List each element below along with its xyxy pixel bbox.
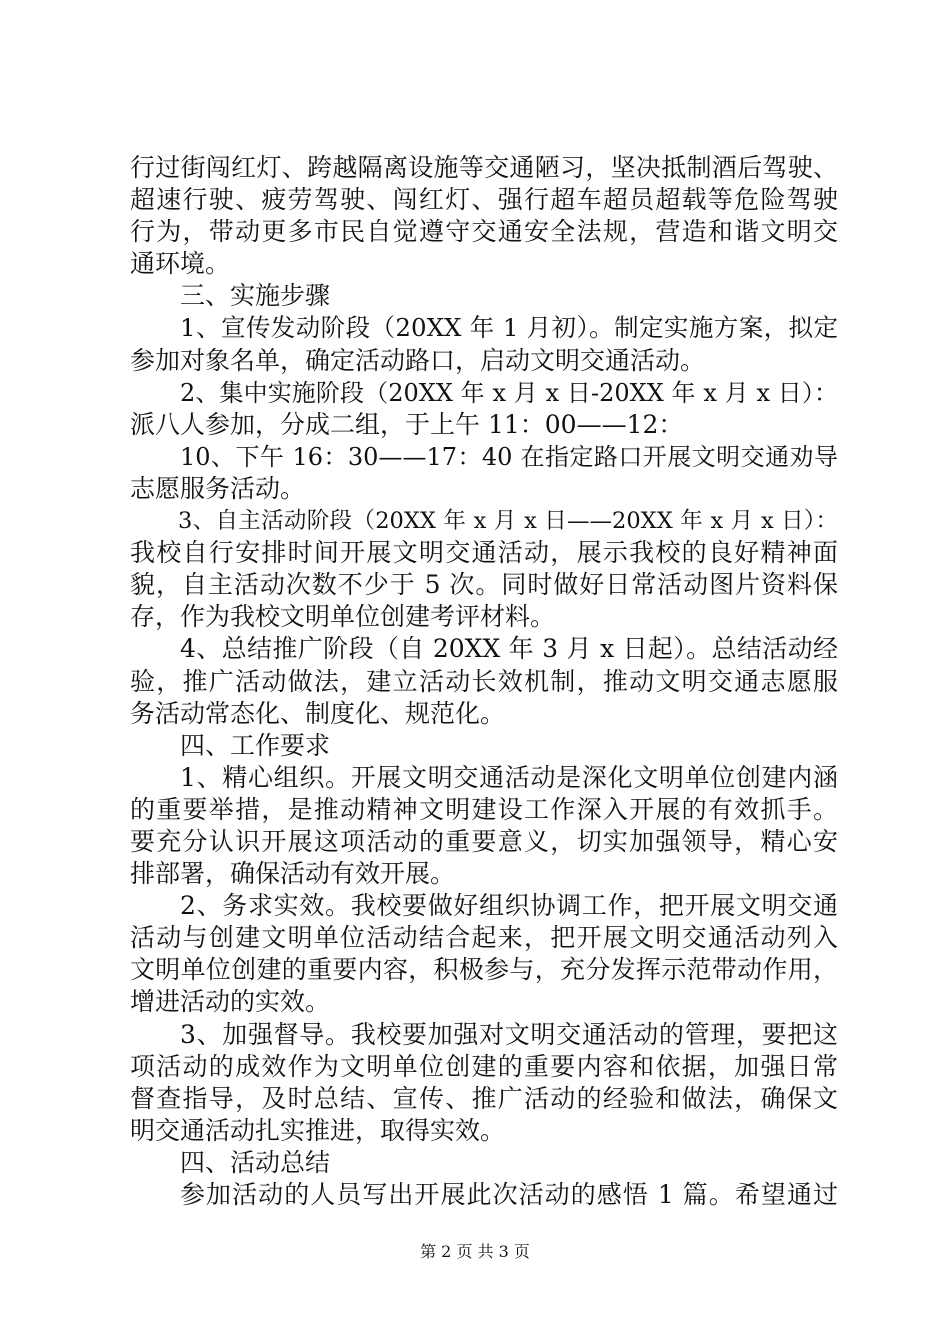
- text-line: 验，推广活动做法，建立活动长效机制，推动文明交通志愿服: [130, 666, 838, 696]
- text-line: 1、宣传发动阶段（20XX 年 1 月初）。制定实施方案，拟定: [180, 313, 838, 343]
- text-line: 貌，自主活动次数不少于 5 次。同时做好日常活动图片资料保: [130, 570, 838, 600]
- text-line: 3、加强督导。我校要加强对文明交通活动的管理，要把这: [180, 1019, 838, 1049]
- text-line: 行过街闯红灯、跨越隔离设施等交通陋习，坚决抵制酒后驾驶、: [130, 153, 838, 182]
- text-line: 务活动常态化、制度化、规范化。: [130, 698, 506, 728]
- text-line: 4、总结推广阶段（自 20XX 年 3 月 x 日起）。总结活动经: [180, 634, 838, 664]
- text-line: 排部署，确保活动有效开展。: [130, 859, 456, 889]
- text-line: 三、实施步骤: [180, 281, 331, 311]
- text-line: 参加对象名单，确定活动路口，启动文明交通活动。: [130, 345, 706, 375]
- text-line: 要充分认识开展这项活动的重要意义，切实加强领导，精心安: [130, 826, 838, 856]
- text-line: 参加活动的人员写出开展此次活动的感悟 1 篇。希望通过: [180, 1180, 838, 1209]
- text-line: 项活动的成效作为文明单位创建的重要内容和依据，加强日常: [130, 1051, 838, 1081]
- text-line: 我校自行安排时间开展文明交通活动，展示我校的良好精神面: [130, 538, 838, 568]
- text-line: 四、工作要求: [180, 730, 331, 760]
- text-line: 文明单位创建的重要内容，积极参与，充分发挥示范带动作用，: [130, 955, 838, 985]
- text-line: 1、精心组织。开展文明交通活动是深化文明单位创建内涵: [180, 762, 838, 792]
- text-line: 行为，带动更多市民自觉遵守交通安全法规，营造和谐文明交: [130, 217, 838, 247]
- text-line: 通环境。: [130, 249, 231, 279]
- text-line: 志愿服务活动。: [130, 473, 306, 503]
- text-line: 活动与创建文明单位活动结合起来，把开展文明交通活动列入: [130, 923, 838, 953]
- page-footer: 第 2 页 共 3 页: [420, 1242, 530, 1261]
- text-line: 明交通活动扎实推进，取得实效。: [130, 1115, 506, 1145]
- text-line: 增进活动的实效。: [130, 987, 331, 1017]
- text-line: 四、活动总结: [180, 1147, 331, 1177]
- document-body: [130, 152, 838, 1211]
- text-line: 派八人参加，分成二组，于上午 11：00——12：: [130, 409, 684, 439]
- text-line: 的重要举措，是推动精神文明建设工作深入开展的有效抓手。: [130, 794, 838, 824]
- text-line: 督查指导，及时总结、宣传、推广活动的经验和做法，确保文: [130, 1083, 838, 1113]
- text-line: 超速行驶、疲劳驾驶、闯红灯、强行超车超员超载等危险驾驶: [130, 185, 838, 215]
- text-line: 10、下午 16：30——17：40 在指定路口开展文明交通劝导: [180, 442, 838, 471]
- text-line: 存，作为我校文明单位创建考评材料。: [130, 602, 556, 632]
- text-line: 2、务求实效。我校要做好组织协调工作，把开展文明交通: [180, 891, 838, 921]
- text-line: 3、自主活动阶段（20XX 年 x 月 x 日——20XX 年 x 月 x 日）：: [178, 508, 838, 535]
- text-line: 2、集中实施阶段（20XX 年 x 月 x 日-20XX 年 x 月 x 日）：: [180, 378, 838, 407]
